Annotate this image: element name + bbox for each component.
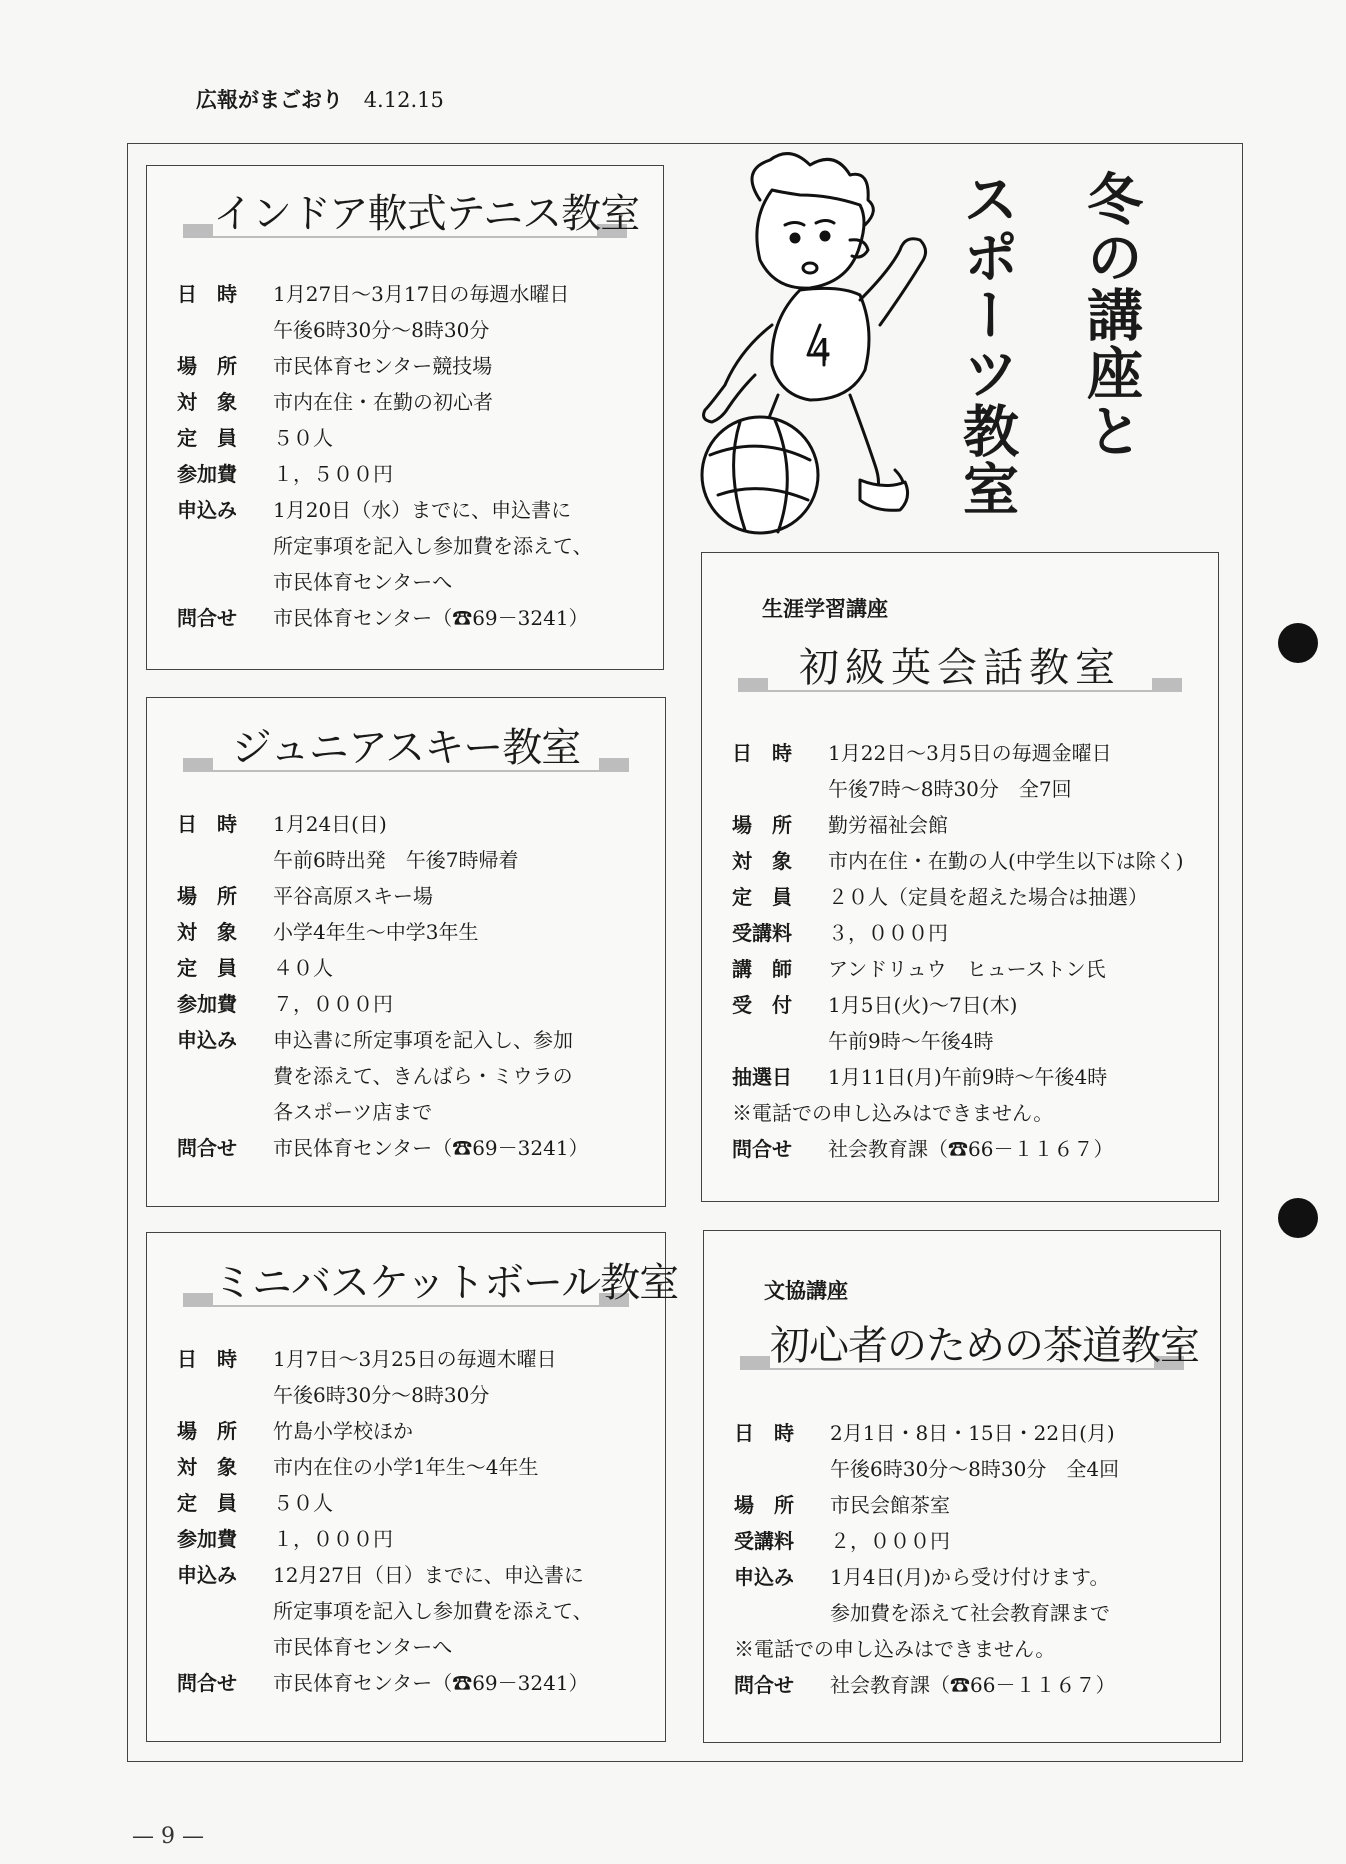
row-value-line: 市民体育センターへ bbox=[273, 1635, 453, 1659]
basketball-player-illustration bbox=[700, 150, 990, 550]
row-label: 抽選日 bbox=[732, 1065, 792, 1089]
row-label: 対 象 bbox=[177, 1455, 237, 1479]
detail-row bbox=[177, 492, 655, 600]
detail-row bbox=[177, 1521, 657, 1557]
row-value-line: 1月7日～3月25日の毎週木曜日 bbox=[273, 1347, 557, 1371]
row-value bbox=[273, 456, 655, 492]
publication-date: 4.12.15 bbox=[363, 88, 444, 112]
detail-row bbox=[177, 806, 657, 878]
row-value-line: ５０人 bbox=[273, 426, 333, 450]
row-value-line: 申込書に所定事項を記入し、参加 bbox=[273, 1028, 573, 1052]
ski-title-text: ジュニアスキー教室 bbox=[213, 726, 599, 770]
row-value bbox=[830, 1415, 1212, 1487]
basket-title bbox=[183, 1260, 679, 1307]
tea-box bbox=[703, 1230, 1221, 1743]
detail-row bbox=[177, 1449, 657, 1485]
detail-row bbox=[177, 1130, 657, 1166]
tea-note: ※電話での申し込みはできません。 bbox=[734, 1637, 1056, 1661]
row-value bbox=[273, 914, 657, 950]
row-value bbox=[273, 348, 655, 384]
row-label: 定 員 bbox=[177, 1491, 237, 1515]
row-value-line: 1月27日～3月17日の毎週水曜日 bbox=[273, 282, 570, 306]
detail-row bbox=[732, 735, 1210, 807]
row-value bbox=[828, 807, 1210, 843]
detail-row bbox=[177, 1022, 657, 1130]
feature-title-line2: スポーツ教室 bbox=[954, 170, 1019, 518]
row-value-line: 市内在住の小学1年生～4年生 bbox=[273, 1455, 539, 1479]
tennis-box bbox=[146, 165, 664, 670]
row-label: 申込み bbox=[177, 1563, 237, 1587]
row-label: 場 所 bbox=[177, 884, 237, 908]
row-value: 社会教育課（☎66－１１６７） bbox=[828, 1137, 1114, 1161]
detail-row bbox=[177, 1665, 657, 1701]
row-value-line: 市民体育センター（☎69－3241） bbox=[273, 1671, 589, 1695]
detail-row bbox=[177, 950, 657, 986]
detail-row bbox=[732, 915, 1210, 951]
row-value-line: 市民体育センター競技場 bbox=[273, 354, 493, 378]
row-value-line: 1月5日(火)～7日(木) bbox=[828, 993, 1018, 1017]
row-label: 受 付 bbox=[732, 993, 792, 1017]
english-contact-row bbox=[732, 1131, 1210, 1167]
row-value-line: 12月27日（日）までに、申込書に bbox=[273, 1563, 584, 1587]
tea-contact-row bbox=[734, 1667, 1212, 1703]
row-label: 日 時 bbox=[177, 1347, 237, 1371]
row-label: 申込み bbox=[177, 1028, 237, 1052]
row-label: 対 象 bbox=[177, 920, 237, 944]
row-label: 問合せ bbox=[177, 606, 237, 630]
tea-rows bbox=[734, 1415, 1212, 1631]
row-value-line: ２，０００円 bbox=[830, 1529, 950, 1553]
row-value bbox=[273, 492, 655, 600]
row-value bbox=[273, 1341, 657, 1413]
ski-details bbox=[177, 806, 657, 1166]
shirt-number: 4 bbox=[812, 333, 832, 368]
row-value bbox=[828, 915, 1210, 951]
row-label: 参加費 bbox=[177, 462, 237, 486]
row-value-line: ３，０００円 bbox=[828, 921, 948, 945]
row-value-line: 午後6時30分～8時30分 bbox=[273, 318, 490, 342]
row-value bbox=[830, 1487, 1212, 1523]
page-header bbox=[196, 84, 444, 114]
row-value bbox=[273, 276, 655, 348]
row-value bbox=[273, 806, 657, 878]
row-label: 受講料 bbox=[732, 921, 792, 945]
row-value bbox=[273, 384, 655, 420]
basket-title-text: ミニバスケットボール教室 bbox=[213, 1260, 679, 1306]
row-value-line: 午前6時出発 午後7時帰着 bbox=[273, 848, 519, 872]
detail-row bbox=[177, 986, 657, 1022]
row-label: 場 所 bbox=[177, 1419, 237, 1443]
page-number: — 9 — bbox=[132, 1824, 204, 1849]
english-note: ※電話での申し込みはできません。 bbox=[732, 1101, 1054, 1125]
row-value-line: 平谷高原スキー場 bbox=[273, 884, 433, 908]
row-value bbox=[273, 1413, 657, 1449]
tennis-title-text: インドア軟式テニス教室 bbox=[213, 191, 640, 237]
tennis-title bbox=[183, 191, 640, 238]
publication-title: 広報がまごおり bbox=[196, 88, 343, 112]
detail-row bbox=[732, 843, 1210, 879]
row-value-line: 午後6時30分～8時30分 bbox=[273, 1383, 490, 1407]
row-label: 定 員 bbox=[177, 426, 237, 450]
tea-category: 文協講座 bbox=[764, 1279, 848, 1303]
row-value-line: 2月1日・8日・15日・22日(月) bbox=[830, 1421, 1115, 1445]
row-label: 受講料 bbox=[734, 1529, 794, 1553]
row-value-line: 1月22日～3月5日の毎週金曜日 bbox=[828, 741, 1112, 765]
row-value-line: 市民体育センターへ bbox=[273, 570, 453, 594]
detail-row bbox=[732, 987, 1210, 1059]
row-label: 場 所 bbox=[732, 813, 792, 837]
row-value-line: 各スポーツ店まで bbox=[273, 1100, 433, 1124]
row-value-line: 市民体育センター（☎69－3241） bbox=[273, 1136, 589, 1160]
row-value-line: １，５００円 bbox=[273, 462, 393, 486]
row-value-line: 市民体育センター（☎69－3241） bbox=[273, 606, 589, 630]
row-value bbox=[828, 1059, 1210, 1095]
row-label: 問合せ bbox=[732, 1137, 792, 1161]
detail-row bbox=[177, 1485, 657, 1521]
row-value-line: ５０人 bbox=[273, 1491, 333, 1515]
detail-row bbox=[177, 1413, 657, 1449]
tea-title-text: 初心者のための茶道教室 bbox=[770, 1323, 1199, 1369]
row-value-line: 勤労福祉会館 bbox=[828, 813, 948, 837]
row-value-line: 竹島小学校ほか bbox=[273, 1419, 413, 1443]
row-value-line: 参加費を添えて社会教育課まで bbox=[830, 1601, 1110, 1625]
row-value bbox=[828, 843, 1210, 879]
row-value bbox=[273, 600, 655, 636]
row-label: 参加費 bbox=[177, 992, 237, 1016]
row-value bbox=[830, 1523, 1212, 1559]
row-value-line: 費を添えて、きんばら・ミウラの bbox=[273, 1064, 573, 1088]
row-label: 対 象 bbox=[177, 390, 237, 414]
row-value bbox=[273, 950, 657, 986]
detail-row bbox=[177, 878, 657, 914]
row-value-line: アンドリュウ ヒューストン氏 bbox=[828, 957, 1106, 981]
row-label: 日 時 bbox=[734, 1421, 794, 1445]
row-label: 参加費 bbox=[177, 1527, 237, 1551]
detail-row bbox=[732, 807, 1210, 843]
english-title bbox=[738, 645, 1182, 692]
detail-row bbox=[177, 384, 655, 420]
row-value-line: 1月24日(日) bbox=[273, 812, 387, 836]
row-value bbox=[273, 1557, 657, 1665]
row-value-line: 1月20日（水）までに、申込書に bbox=[273, 498, 572, 522]
row-value bbox=[273, 420, 655, 456]
tea-title bbox=[740, 1323, 1199, 1370]
row-value-line: 午前9時～午後4時 bbox=[828, 1029, 994, 1053]
row-value bbox=[273, 1022, 657, 1130]
row-value-line: 市内在住・在勤の初心者 bbox=[273, 390, 493, 414]
row-value-line: 小学4年生～中学3年生 bbox=[273, 920, 479, 944]
detail-row bbox=[177, 1557, 657, 1665]
detail-row bbox=[734, 1415, 1212, 1487]
english-details bbox=[732, 735, 1210, 1167]
english-category: 生涯学習講座 bbox=[762, 597, 888, 621]
tennis-details bbox=[177, 276, 655, 636]
detail-row bbox=[732, 1059, 1210, 1095]
binder-hole-top bbox=[1278, 623, 1318, 663]
basket-box bbox=[146, 1232, 679, 1742]
row-value-line: 午後6時30分～8時30分 全4回 bbox=[830, 1457, 1120, 1481]
row-value bbox=[273, 986, 657, 1022]
row-value bbox=[828, 951, 1210, 987]
row-label: 問合せ bbox=[177, 1136, 237, 1160]
row-label: 対 象 bbox=[732, 849, 792, 873]
row-value-line: 午後7時～8時30分 全7回 bbox=[828, 777, 1072, 801]
detail-row bbox=[177, 348, 655, 384]
detail-row bbox=[734, 1523, 1212, 1559]
detail-row bbox=[177, 600, 655, 636]
row-value bbox=[828, 735, 1210, 807]
row-value-line: 所定事項を記入し参加費を添えて、 bbox=[273, 1599, 593, 1623]
row-value-line: ７，０００円 bbox=[273, 992, 393, 1016]
detail-row bbox=[177, 914, 657, 950]
row-value-line: 市内在住・在勤の人(中学生以下は除く) bbox=[828, 849, 1184, 873]
english-box bbox=[701, 552, 1219, 1202]
row-value-line: ４０人 bbox=[273, 956, 333, 980]
detail-row bbox=[734, 1559, 1212, 1631]
row-label: 日 時 bbox=[177, 812, 237, 836]
detail-row bbox=[177, 276, 655, 348]
english-title-text: 初級英会話教室 bbox=[768, 646, 1152, 690]
tea-details bbox=[734, 1415, 1212, 1703]
row-value-line: 1月4日(月)から受け付けます。 bbox=[830, 1565, 1110, 1589]
basket-details bbox=[177, 1341, 657, 1701]
row-label: 定 員 bbox=[177, 956, 237, 980]
detail-row bbox=[177, 420, 655, 456]
row-value bbox=[273, 1449, 657, 1485]
ski-box bbox=[146, 697, 666, 1207]
row-label: 申込み bbox=[734, 1565, 794, 1589]
row-value: 社会教育課（☎66－１１６７） bbox=[830, 1673, 1116, 1697]
row-label: 講 師 bbox=[732, 957, 792, 981]
detail-row bbox=[734, 1487, 1212, 1523]
row-value bbox=[273, 1521, 657, 1557]
row-value bbox=[828, 879, 1210, 915]
row-label: 場 所 bbox=[177, 354, 237, 378]
row-value bbox=[830, 1559, 1212, 1631]
ski-title bbox=[183, 725, 629, 772]
row-value-line: ２０人（定員を超えた場合は抽選） bbox=[828, 885, 1148, 909]
row-value bbox=[273, 1130, 657, 1166]
row-label: 定 員 bbox=[732, 885, 792, 909]
row-value-line: 1月11日(月)午前9時～午後4時 bbox=[828, 1065, 1108, 1089]
detail-row bbox=[732, 879, 1210, 915]
row-value bbox=[273, 1665, 657, 1701]
row-label: 日 時 bbox=[732, 741, 792, 765]
row-value-line: 所定事項を記入し参加費を添えて、 bbox=[273, 534, 593, 558]
row-value-line: 市民会館茶室 bbox=[830, 1493, 950, 1517]
feature-title-line1: 冬の講座と bbox=[1078, 170, 1143, 460]
row-value-line: １，０００円 bbox=[273, 1527, 393, 1551]
row-label: 問合せ bbox=[177, 1671, 237, 1695]
row-label: 申込み bbox=[177, 498, 237, 522]
english-rows bbox=[732, 735, 1210, 1095]
row-label: 場 所 bbox=[734, 1493, 794, 1517]
row-value bbox=[273, 878, 657, 914]
binder-hole-bottom bbox=[1278, 1198, 1318, 1238]
row-value bbox=[273, 1485, 657, 1521]
row-label: 問合せ bbox=[734, 1673, 794, 1697]
detail-row bbox=[732, 951, 1210, 987]
detail-row bbox=[177, 1341, 657, 1413]
row-label: 日 時 bbox=[177, 282, 237, 306]
row-value bbox=[828, 987, 1210, 1059]
detail-row bbox=[177, 456, 655, 492]
